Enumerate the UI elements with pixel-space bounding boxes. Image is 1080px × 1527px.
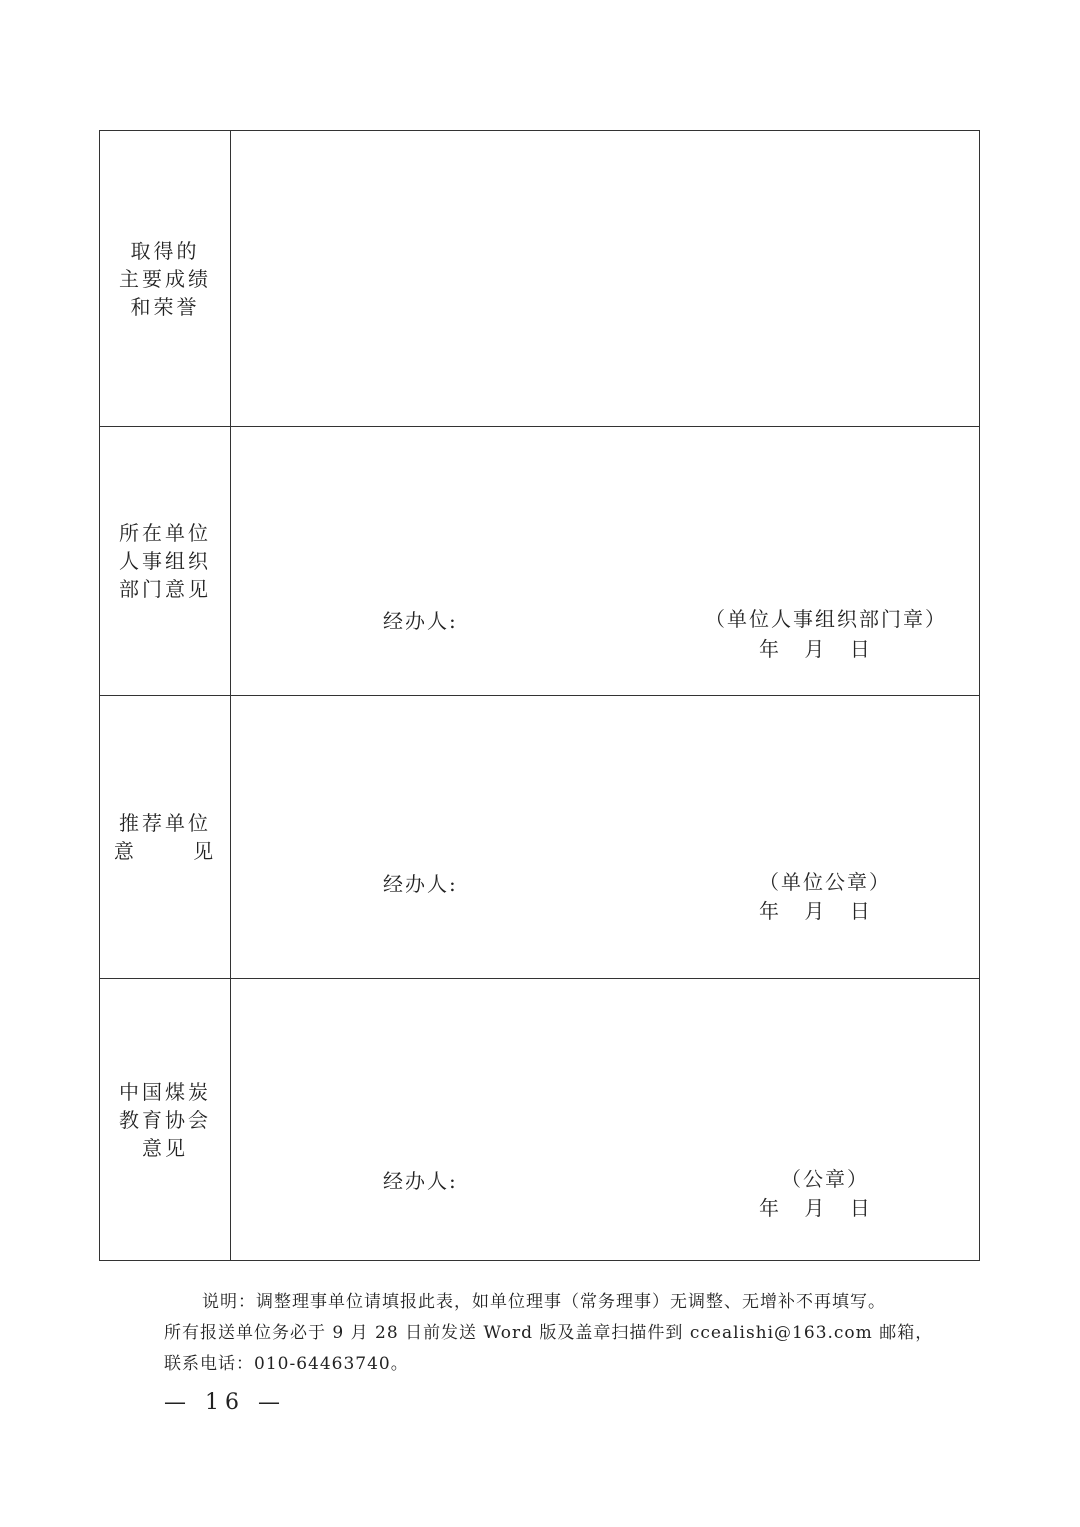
label-line: 所在单位 [119, 521, 211, 545]
row-hr-opinion [100, 427, 980, 696]
recommender-opinion-label [100, 696, 231, 979]
note-line: 所有报送单位务必于 9 月 28 日前发送 Word 版及盖章扫描件到 ccealishi@163.com 邮箱， [164, 1323, 934, 1343]
achievements-field[interactable] [231, 131, 980, 427]
label-line: 部门意见 [119, 577, 211, 601]
page-number: — 16 — [164, 1390, 286, 1415]
label-line: 中国煤炭 [119, 1079, 211, 1104]
row-achievements [100, 131, 980, 427]
label-line: 人事组织 [119, 549, 211, 573]
note-line: 说明：调整理事单位请填报此表，如单位理事（常务理事）无调整、无增补不再填写。 [202, 1292, 886, 1312]
handler-label: 经办人: [383, 1169, 458, 1193]
label-line: 意见 [142, 1135, 188, 1160]
label-line: 推荐单位 [119, 811, 211, 835]
hr-opinion-field[interactable] [231, 427, 980, 696]
label-line: 和荣誉 [130, 294, 200, 319]
seal-note: （公章） [781, 1167, 869, 1191]
association-opinion-label [100, 979, 231, 1261]
label-line: 教育协会 [119, 1107, 211, 1132]
hr-opinion-label [100, 427, 231, 696]
note-line: 联系电话：010-64463740。 [164, 1354, 409, 1374]
application-form-table [99, 130, 980, 1261]
row-recommender-opinion [100, 696, 980, 979]
date-line: 年 月 日 [759, 637, 870, 661]
seal-note: （单位人事组织部门章） [705, 607, 947, 631]
row-association-opinion [100, 979, 980, 1261]
handler-label: 经办人: [383, 872, 458, 896]
date-line: 年 月 日 [759, 1196, 870, 1220]
handler-label: 经办人: [383, 609, 458, 633]
label-line: 意 见 [113, 839, 217, 863]
label-line: 取得的 [130, 238, 200, 263]
achievements-label [100, 131, 231, 427]
seal-note: （单位公章） [759, 870, 891, 894]
notes [164, 1287, 964, 1380]
label-line: 主要成绩 [119, 266, 211, 291]
date-line: 年 月 日 [759, 899, 870, 923]
association-opinion-field[interactable] [231, 979, 980, 1261]
recommender-opinion-field[interactable] [231, 696, 980, 979]
